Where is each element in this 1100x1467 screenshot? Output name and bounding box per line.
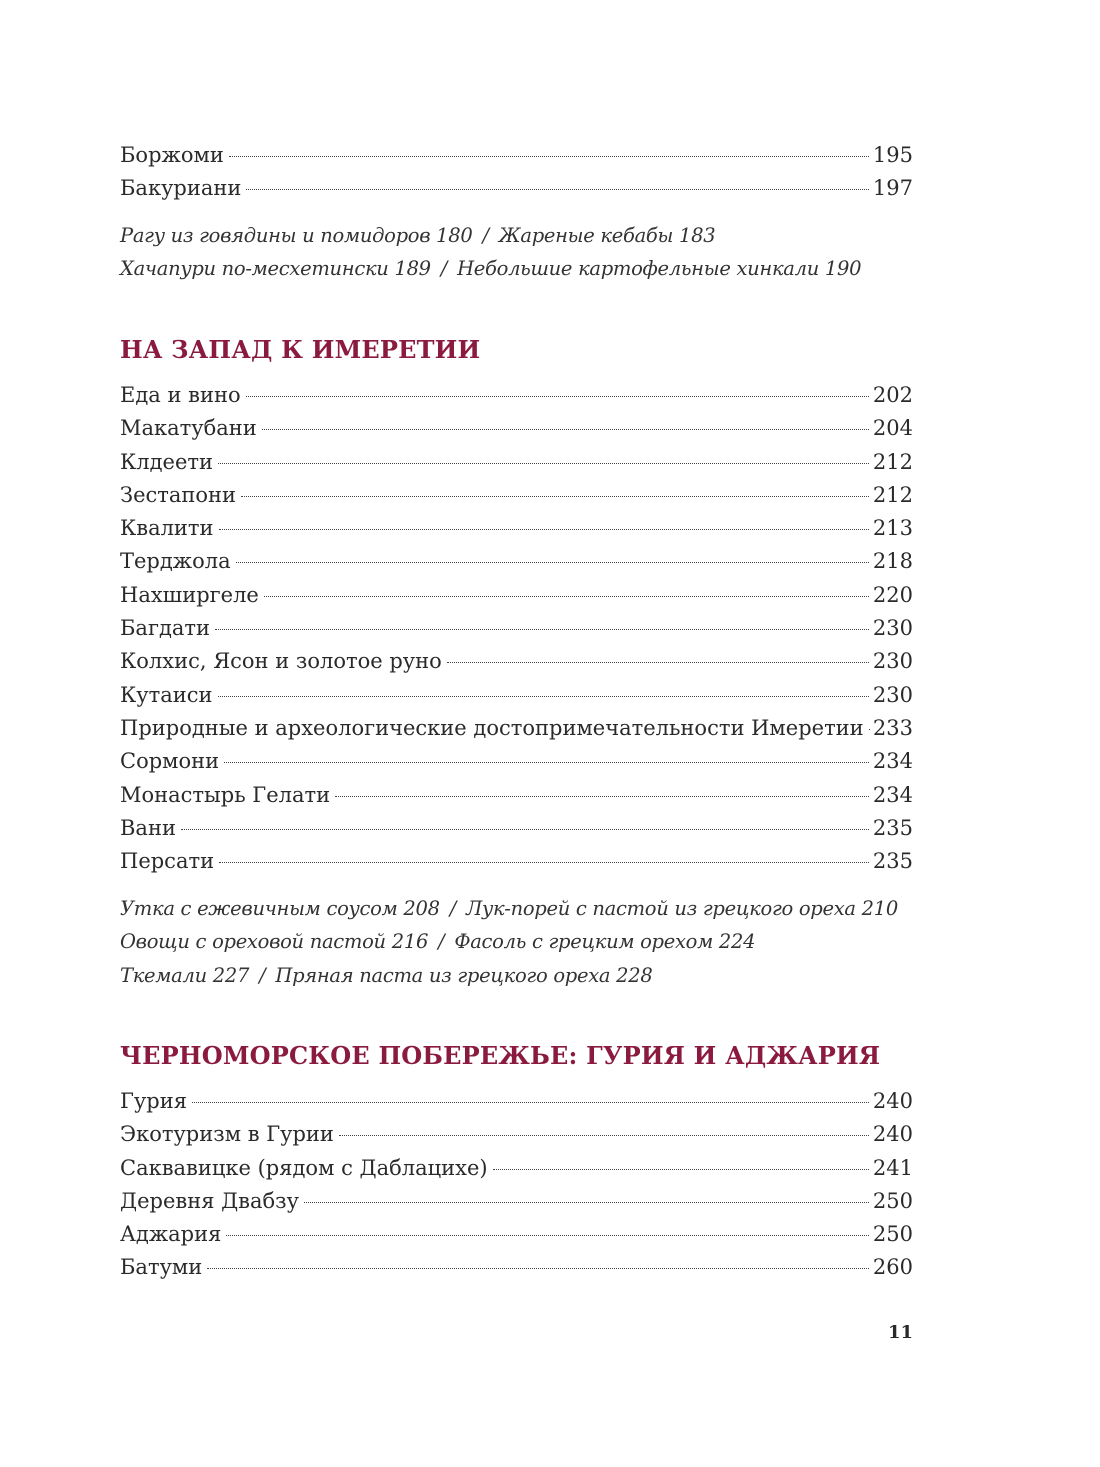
- dot-leader: [218, 463, 869, 464]
- entry-page: 218: [872, 549, 913, 574]
- toc-entry[interactable]: [120, 1218, 913, 1251]
- entry-title: Монастырь Гелати: [120, 782, 331, 807]
- entry-title: Сормони: [120, 749, 220, 774]
- toc-entry[interactable]: [120, 1085, 913, 1118]
- entry-title: Клдеети: [120, 449, 213, 474]
- entry-title: Гурия: [120, 1089, 187, 1113]
- toc-entry[interactable]: [120, 745, 913, 778]
- toc-entry[interactable]: [120, 1251, 913, 1284]
- entry-page: 234: [872, 782, 913, 807]
- recipe-page: 190: [824, 257, 862, 281]
- dot-leader: [226, 1235, 869, 1236]
- toc-entry[interactable]: [120, 712, 913, 745]
- toc-entry[interactable]: [120, 1118, 913, 1151]
- entry-title: Деревня Двабзу: [120, 1188, 299, 1213]
- entry-title: Колхис, Ясон и золотое руно: [120, 649, 442, 674]
- toc-entry[interactable]: [120, 446, 913, 479]
- entry-page: 240: [872, 1122, 913, 1147]
- entry-page: 235: [872, 849, 913, 874]
- recipe-page: 180: [436, 224, 473, 247]
- section-heading-black-sea: ЧЕРНОМОРСКОЕ ПОБЕРЕЖЬЕ: ГУРИЯ И АДЖАРИЯ: [120, 1041, 881, 1070]
- recipe-line: [120, 892, 913, 925]
- recipe-page: 210: [861, 897, 898, 920]
- recipe-page: 228: [616, 963, 653, 987]
- toc-entry[interactable]: [120, 845, 913, 878]
- toc-entry[interactable]: [120, 512, 913, 545]
- entry-title: Макатубани: [120, 416, 257, 441]
- entry-page: 204: [872, 416, 913, 441]
- dot-leader: [335, 796, 869, 797]
- recipe-name: Фасоль с грецким орехом: [454, 930, 713, 954]
- toc-entry[interactable]: [120, 172, 913, 205]
- dot-leader: [207, 1268, 869, 1269]
- entry-title: Нахширгеле: [120, 582, 259, 607]
- entry-title: Кутаиси: [120, 682, 213, 707]
- recipe-line: [120, 219, 913, 252]
- entry-page: 230: [872, 616, 913, 641]
- recipe-page: 189: [394, 257, 431, 281]
- recipe-page: 224: [718, 930, 756, 954]
- toc-entry[interactable]: [120, 579, 913, 612]
- entry-page: 212: [872, 449, 913, 474]
- dot-leader: [219, 862, 869, 863]
- entry-title: Персати: [120, 849, 215, 874]
- dot-leader: [192, 1102, 869, 1103]
- dot-leader: [215, 629, 869, 630]
- entry-page: 233: [872, 715, 913, 740]
- dot-leader: [229, 156, 869, 157]
- entry-page: 250: [872, 1188, 913, 1213]
- recipe-list-section-0: [120, 219, 913, 286]
- entry-title: Природные и археологические достопримечательности Имеретии: [120, 715, 864, 740]
- toc-entries-section-0: [120, 139, 913, 206]
- toc-entry[interactable]: [120, 412, 913, 445]
- recipe-name: Лук-порей с пастой из грецкого ореха: [465, 897, 856, 920]
- dot-leader: [246, 189, 869, 190]
- dot-leader: [493, 1169, 869, 1170]
- recipe-line: [120, 925, 913, 958]
- toc-entry[interactable]: [120, 812, 913, 845]
- dot-leader: [447, 662, 869, 663]
- entry-page: 202: [872, 383, 913, 407]
- entry-page: 230: [872, 649, 913, 674]
- entry-title: Терджола: [120, 549, 231, 574]
- separator: /: [259, 963, 266, 987]
- entry-page: 212: [872, 482, 913, 507]
- entry-page: 213: [872, 516, 913, 541]
- dot-leader: [241, 496, 869, 497]
- dot-leader: [224, 762, 869, 763]
- recipe-name: Утка с ежевичным соусом: [120, 897, 398, 920]
- dot-leader: [236, 562, 869, 563]
- dot-leader: [264, 596, 869, 597]
- entry-page: 235: [872, 815, 913, 840]
- entry-page: 220: [872, 582, 913, 607]
- dot-leader: [246, 396, 869, 397]
- separator: /: [438, 930, 445, 954]
- entry-title: Зестапони: [120, 482, 237, 507]
- recipe-page: 183: [679, 224, 716, 247]
- entry-title: Квалити: [120, 516, 214, 541]
- dot-leader: [339, 1135, 869, 1136]
- separator: /: [449, 897, 456, 920]
- toc-entry[interactable]: [120, 479, 913, 512]
- entry-title: Багдати: [120, 616, 211, 641]
- toc-entry[interactable]: [120, 545, 913, 578]
- recipe-name: Хачапури по-месхетински: [120, 257, 389, 281]
- recipe-list-section-1: [120, 892, 913, 992]
- page-number: 11: [887, 1322, 913, 1343]
- entry-page: 260: [872, 1255, 913, 1280]
- toc-entries-section-1: [120, 379, 913, 878]
- dot-leader: [304, 1202, 869, 1203]
- recipe-page: 216: [391, 930, 429, 954]
- toc-entry[interactable]: [120, 139, 913, 172]
- entry-page: 241: [872, 1155, 913, 1180]
- entry-page: 230: [872, 682, 913, 707]
- entry-page: 197: [872, 176, 913, 201]
- recipe-name: Рагу из говядины и помидоров: [120, 224, 431, 247]
- recipe-line: [120, 959, 913, 992]
- entry-page: 240: [872, 1089, 913, 1113]
- toc-entry[interactable]: [120, 1185, 913, 1218]
- separator: /: [440, 257, 448, 281]
- recipe-line: [120, 252, 913, 285]
- toc-entries-section-2: [120, 1085, 913, 1285]
- toc-entry[interactable]: [120, 645, 913, 678]
- recipe-name: Небольшие картофельные хинкали: [457, 257, 819, 281]
- entry-title: Саквавицке (рядом с Даблацихе): [120, 1155, 488, 1180]
- entry-page: 234: [872, 749, 913, 774]
- section-heading-imereti: НА ЗАПАД К ИМЕРЕТИИ: [120, 335, 481, 364]
- toc-entry[interactable]: [120, 1152, 913, 1185]
- entry-title: Аджария: [120, 1222, 222, 1247]
- dot-leader: [181, 829, 869, 830]
- recipe-page: 208: [403, 897, 440, 920]
- entry-title: Батуми: [120, 1255, 203, 1280]
- entry-page: 195: [872, 143, 913, 167]
- dot-leader: [219, 529, 869, 530]
- entry-title: Бакуриани: [120, 176, 242, 201]
- dot-leader: [262, 429, 869, 430]
- toc-entry[interactable]: [120, 612, 913, 645]
- entry-title: Экотуризм в Гурии: [120, 1122, 334, 1147]
- recipe-page: 227: [212, 963, 250, 987]
- entry-title: Еда и вино: [120, 383, 241, 407]
- recipe-name: Ткемали: [120, 963, 207, 987]
- toc-entry[interactable]: [120, 779, 913, 812]
- entry-title: Вани: [120, 815, 176, 840]
- entry-title: Боржоми: [120, 143, 224, 167]
- entry-page: 250: [872, 1222, 913, 1247]
- toc-entry[interactable]: [120, 679, 913, 712]
- toc-entry[interactable]: [120, 379, 913, 412]
- recipe-name: Овощи с ореховой пастой: [120, 930, 386, 954]
- dot-leader: [218, 696, 869, 697]
- recipe-name: Пряная паста из грецкого ореха: [275, 963, 611, 987]
- recipe-name: Жареные кебабы: [498, 224, 674, 247]
- separator: /: [482, 224, 489, 247]
